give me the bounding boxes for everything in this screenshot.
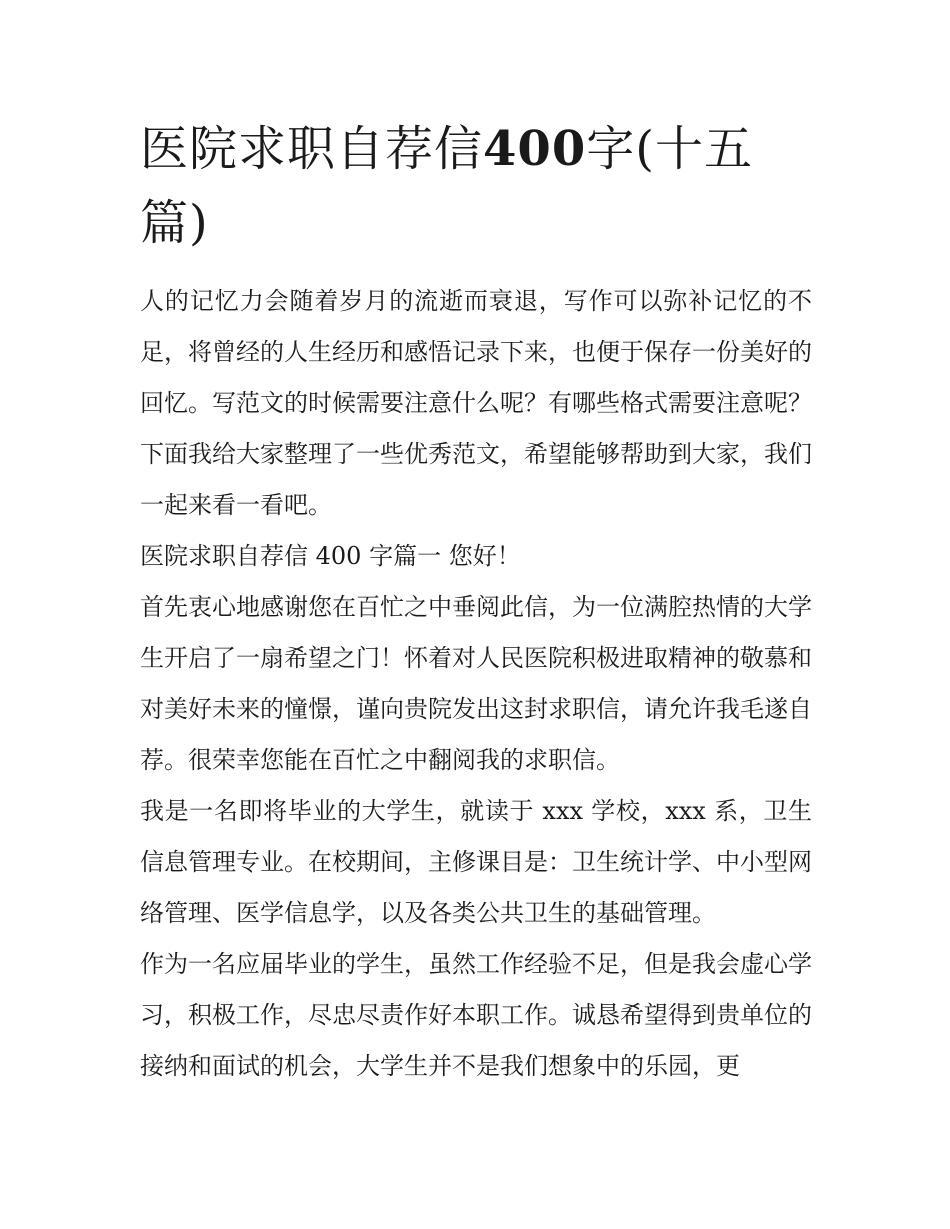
body-paragraph: 作为一名应届毕业的学生，虽然工作经验不足，但是我会虚心学习，积极工作，尽忠尽责作好本职工作。诚恳希望得到贵单位的接纳和面试的机会，大学生并不是我们想象中的乐园，更 [140,950,812,1080]
body-paragraph: 我是一名即将毕业的大学生，就读于 xxx 学校，xxx 系，卫生信息管理专业。在校期间，主修课目是：卫生统计学、中小型网络管理、医学信息学，以及各类公共卫生的基础管理。 [140,797,812,927]
title-number: 400 [483,121,587,177]
document-title [140,112,820,260]
title-text-part1: 医院求职自荐信 [140,121,484,177]
title-text-part2: 字(十五篇) [140,121,753,251]
intro-paragraph: 人的记忆力会随着岁月的流逝而衰退，写作可以弥补记忆的不足，将曾经的人生经历和感悟记录下来，也便于保存一份美好的回忆。写范文的时候需要注意什么呢？有哪些格式需要注意呢？下面我给大家整理了一些优秀范文，希望能够帮助到大家，我们一起来看一看吧。 [140,287,812,519]
body-paragraph: 首先衷心地感谢您在百忙之中垂阅此信，为一位满腔热情的大学生开启了一扇希望之门！怀着对人民医院积极进取精神的敬慕和对美好未来的憧憬，谨向贵院发出这封求职信，请允许我毛遂自荐。很荣幸您能在百忙之中翻阅我的求职信。 [140,593,812,774]
document-body [140,276,812,1092]
section-heading-paragraph: 医院求职自荐信 400 字篇一 您好！ [140,542,521,570]
